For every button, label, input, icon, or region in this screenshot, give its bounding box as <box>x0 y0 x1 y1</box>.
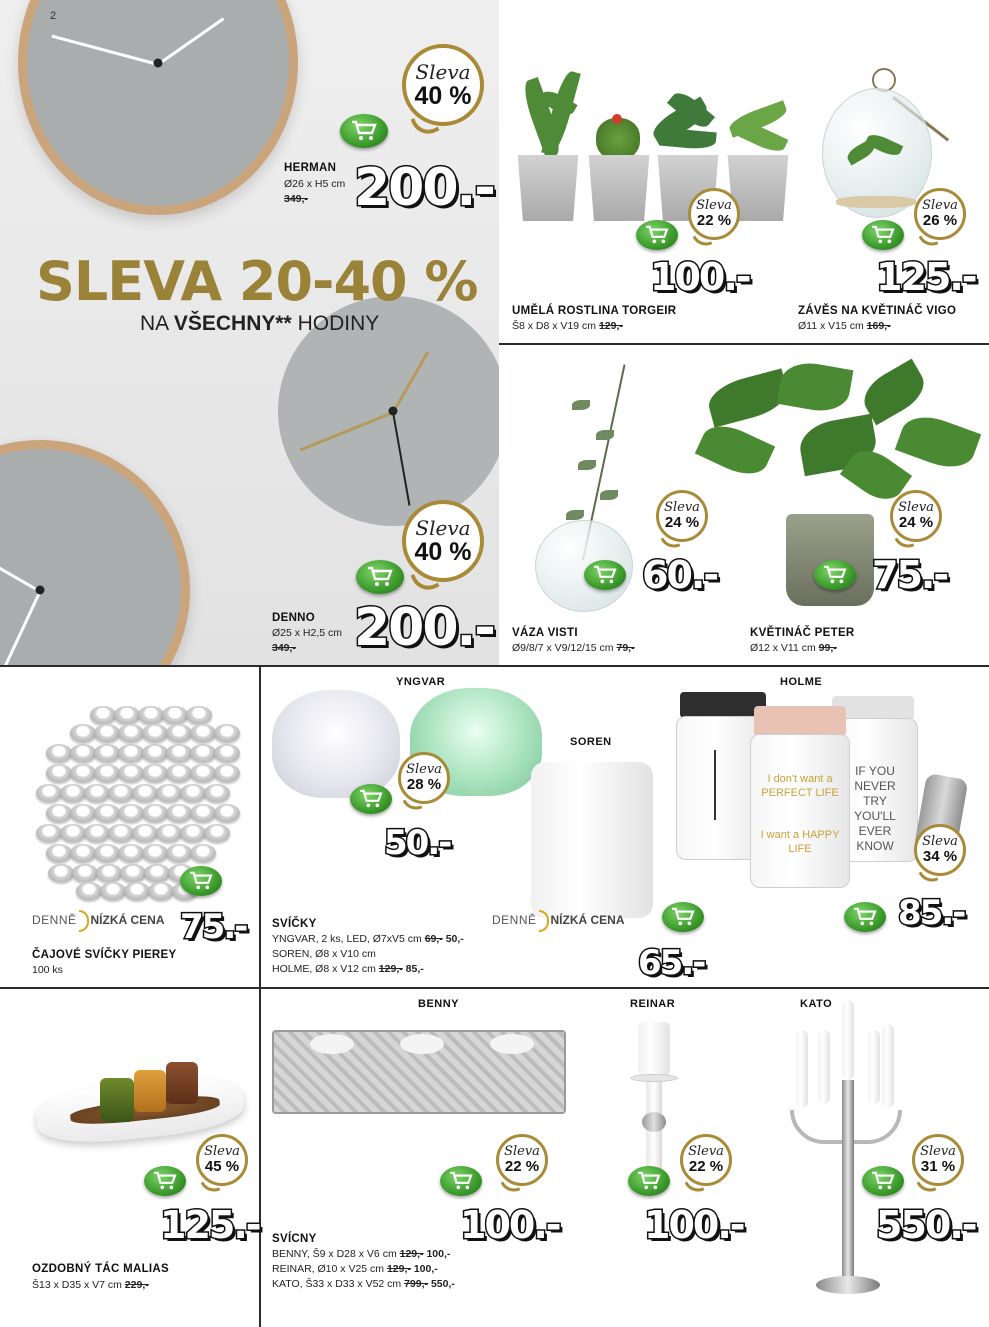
tealight <box>94 804 120 822</box>
yngvar-cart-icon[interactable] <box>350 784 392 814</box>
tealight <box>166 844 192 862</box>
tealight <box>108 824 134 842</box>
tealight <box>156 784 182 802</box>
holme-label: HOLME <box>780 676 823 688</box>
denno-old-price: 349,- <box>272 642 296 654</box>
vigo-cart-icon[interactable] <box>862 220 904 250</box>
soren-label: SOREN <box>570 736 612 748</box>
tealight <box>46 744 72 762</box>
torgeir-name: UMĚLÁ ROSTLINA TORGEIR <box>512 305 677 317</box>
tealight <box>118 744 144 762</box>
svicky-line-soren: SOREN, Ø8 x V10 cm <box>272 948 376 960</box>
tealight <box>76 882 102 900</box>
tealight <box>142 764 168 782</box>
tealight <box>190 744 216 762</box>
kato-label: KATO <box>800 998 833 1010</box>
visti-cart-icon[interactable] <box>584 560 626 590</box>
hero-subtitle: NA VŠECHNY** HODINY <box>140 312 380 335</box>
clock-pin <box>154 58 163 67</box>
torgeir-price: 100.- <box>650 255 750 299</box>
tealight <box>132 824 158 842</box>
reinar-label: REINAR <box>630 998 676 1010</box>
soren-cart-icon[interactable] <box>662 902 704 932</box>
reinar-discount-badge: Sleva 22 % <box>680 1134 732 1186</box>
reinar-price: 100.- <box>644 1203 744 1247</box>
tealight <box>138 706 164 724</box>
tealight <box>120 864 146 882</box>
tealight <box>214 804 240 822</box>
tealight <box>96 864 122 882</box>
malias-discount-badge: Sleva 45 % <box>196 1134 248 1186</box>
peter-discount-badge: Sleva 24 % <box>890 490 942 542</box>
tealight <box>148 882 174 900</box>
tealight <box>166 744 192 762</box>
herman-clock-image <box>18 0 298 215</box>
clock-hand <box>392 351 430 413</box>
herman-dims: Ø26 x H5 cm <box>284 178 346 190</box>
torgeir-discount-badge: Sleva 22 % <box>688 188 740 240</box>
malias-price: 125.- <box>160 1203 260 1247</box>
tealight <box>90 706 116 724</box>
svicny-title: SVÍCNY <box>272 1233 317 1245</box>
pierey-cart-icon[interactable] <box>180 866 222 896</box>
yngvar-price: 50.- <box>384 823 451 863</box>
holme-jar-text-1: IF YOU NEVER TRY YOU'LL EVER KNOW <box>854 764 896 853</box>
svicky-line-holme: HOLME, Ø8 x V12 cm 129,- 85,- <box>272 963 424 975</box>
visti-specs: Ø9/8/7 x V9/12/15 cm 79,- <box>512 642 635 654</box>
peter-name: KVĚTINÁČ PETER <box>750 627 855 639</box>
tealight <box>180 824 206 842</box>
tealight <box>186 706 212 724</box>
divider <box>0 987 989 989</box>
tealight <box>118 844 144 862</box>
visti-name: VÁZA VISTI <box>512 627 578 639</box>
malias-name: OZDOBNÝ TÁC MALIAS <box>32 1263 170 1275</box>
tealight <box>70 844 96 862</box>
tealight <box>36 824 62 842</box>
kato-cart-icon[interactable] <box>862 1166 904 1196</box>
peter-specs: Ø12 x V11 cm 99,- <box>750 642 837 654</box>
pierey-denne-nizka-cena: DENNĚ NÍZKÁ CENA <box>32 910 165 932</box>
tealight <box>70 724 96 742</box>
benny-price: 100.- <box>460 1203 560 1247</box>
tealight <box>142 844 168 862</box>
tealight <box>144 864 170 882</box>
tealight <box>70 804 96 822</box>
clock-pin <box>389 407 398 416</box>
tealight <box>124 882 150 900</box>
tealight <box>214 744 240 762</box>
soren-candle-image <box>531 762 653 918</box>
vigo-discount-badge: Sleva 26 % <box>914 188 966 240</box>
svicny-line-kato: KATO, Š33 x D33 x V52 cm 799,- 550,- <box>272 1278 455 1290</box>
hero-panel <box>0 0 499 666</box>
holme-discount-badge: Sleva 34 % <box>914 824 966 876</box>
tealight <box>190 844 216 862</box>
reinar-cart-icon[interactable] <box>628 1166 670 1196</box>
soren-denne-nizka-cena: DENNĚ NÍZKÁ CENA <box>492 910 625 932</box>
tealight <box>118 764 144 782</box>
tealight <box>60 784 86 802</box>
pierey-price: 75.- <box>180 907 247 947</box>
tealight <box>84 784 110 802</box>
clock-hand <box>157 17 224 65</box>
clock-hand <box>300 411 394 451</box>
denno-price: 200.- <box>354 598 494 658</box>
tealight <box>100 882 126 900</box>
tealight <box>114 706 140 724</box>
denno-dims: Ø25 x H2,5 cm <box>272 627 343 639</box>
tealight <box>46 764 72 782</box>
tealight <box>190 764 216 782</box>
visti-price: 60.- <box>642 553 718 597</box>
torgeir-specs: Š8 x D8 x V19 cm 129,- <box>512 320 623 332</box>
tealight <box>36 784 62 802</box>
vigo-price: 125.- <box>876 255 976 299</box>
tealight <box>204 824 230 842</box>
tealight <box>162 706 188 724</box>
svicny-line-reinar: REINAR, Ø10 x V25 cm 129,- 100,- <box>272 1263 438 1275</box>
svicky-title: SVÍČKY <box>272 918 317 930</box>
pierey-dims: 100 ks <box>32 964 63 976</box>
vigo-specs: Ø11 x V15 cm 169,- <box>798 320 891 332</box>
clock-hand <box>0 550 41 593</box>
peter-cart-icon[interactable] <box>814 560 856 590</box>
clock-hand <box>392 412 410 506</box>
divider <box>499 343 989 345</box>
torgeir-cart-icon[interactable] <box>636 220 678 250</box>
tealight <box>142 724 168 742</box>
kato-price: 550.- <box>876 1203 976 1247</box>
clock-pin <box>36 586 45 595</box>
pierey-name: ČAJOVÉ SVÍČKY PIEREY <box>32 949 177 961</box>
kato-discount-badge: Sleva 31 % <box>912 1134 964 1186</box>
denno-clock-image <box>0 440 190 666</box>
denno-cart-icon[interactable] <box>356 560 404 594</box>
holme-jar-text-2: I don't want a PERFECT LIFE <box>761 773 839 800</box>
hero-title: SLEVA 20-40 % <box>36 250 478 313</box>
herman-cart-icon[interactable] <box>340 114 388 148</box>
tealight <box>132 784 158 802</box>
tealight <box>156 824 182 842</box>
clock-hand <box>51 34 158 65</box>
holme-jar-text-3: I want a HAPPY LIFE <box>760 829 840 856</box>
yngvar-label: YNGVAR <box>396 676 446 688</box>
vigo-name: ZÁVĚS NA KVĚTINÁČ VIGO <box>798 305 957 317</box>
divider <box>0 665 989 667</box>
tealight <box>72 864 98 882</box>
tealight <box>166 764 192 782</box>
malias-specs: Š13 x D35 x V7 cm 229,- <box>32 1279 149 1291</box>
benny-cart-icon[interactable] <box>440 1166 482 1196</box>
tealight <box>166 804 192 822</box>
tealight <box>70 744 96 762</box>
tealight <box>94 744 120 762</box>
visti-discount-badge: Sleva 24 % <box>656 490 708 542</box>
tealight <box>180 784 206 802</box>
tealight <box>94 764 120 782</box>
tealight <box>118 724 144 742</box>
malias-cart-icon[interactable] <box>144 1166 186 1196</box>
herman-old-price: 349,- <box>284 193 308 205</box>
herman-name: HERMAN <box>284 162 337 174</box>
tealight <box>94 724 120 742</box>
tealight <box>108 784 134 802</box>
tealight <box>204 784 230 802</box>
tealight <box>214 764 240 782</box>
holme-price: 85.- <box>898 893 965 933</box>
herman-discount-badge: Sleva 40 % <box>402 44 484 126</box>
yngvar-discount-badge: Sleva 28 % <box>398 752 450 804</box>
peter-price: 75.- <box>872 553 948 597</box>
benny-label: BENNY <box>418 998 460 1010</box>
tealight <box>94 844 120 862</box>
soren-price: 65.- <box>638 943 705 983</box>
benny-discount-badge: Sleva 22 % <box>496 1134 548 1186</box>
tealight <box>70 764 96 782</box>
tealight <box>214 724 240 742</box>
tealight <box>48 864 74 882</box>
tealight <box>60 824 86 842</box>
tealight <box>190 804 216 822</box>
tealight <box>46 844 72 862</box>
tealight <box>118 804 144 822</box>
denno-discount-badge: Sleva 40 % <box>402 500 484 582</box>
denno-name: DENNO <box>272 612 316 624</box>
tealight <box>190 724 216 742</box>
tealight <box>84 824 110 842</box>
tealight <box>142 804 168 822</box>
herman-price: 200.- <box>354 158 494 218</box>
page-number: 2 <box>50 10 57 22</box>
tealight <box>46 804 72 822</box>
tealight <box>166 724 192 742</box>
clock-hand <box>0 591 41 666</box>
svicky-line-yngvar: YNGVAR, 2 ks, LED, Ø7xV5 cm 69,- 50,- <box>272 933 464 945</box>
tealight <box>142 744 168 762</box>
svicny-line-benny: BENNY, Š9 x D28 x V6 cm 129,- 100,- <box>272 1248 451 1260</box>
holme-cart-icon[interactable] <box>844 902 886 932</box>
